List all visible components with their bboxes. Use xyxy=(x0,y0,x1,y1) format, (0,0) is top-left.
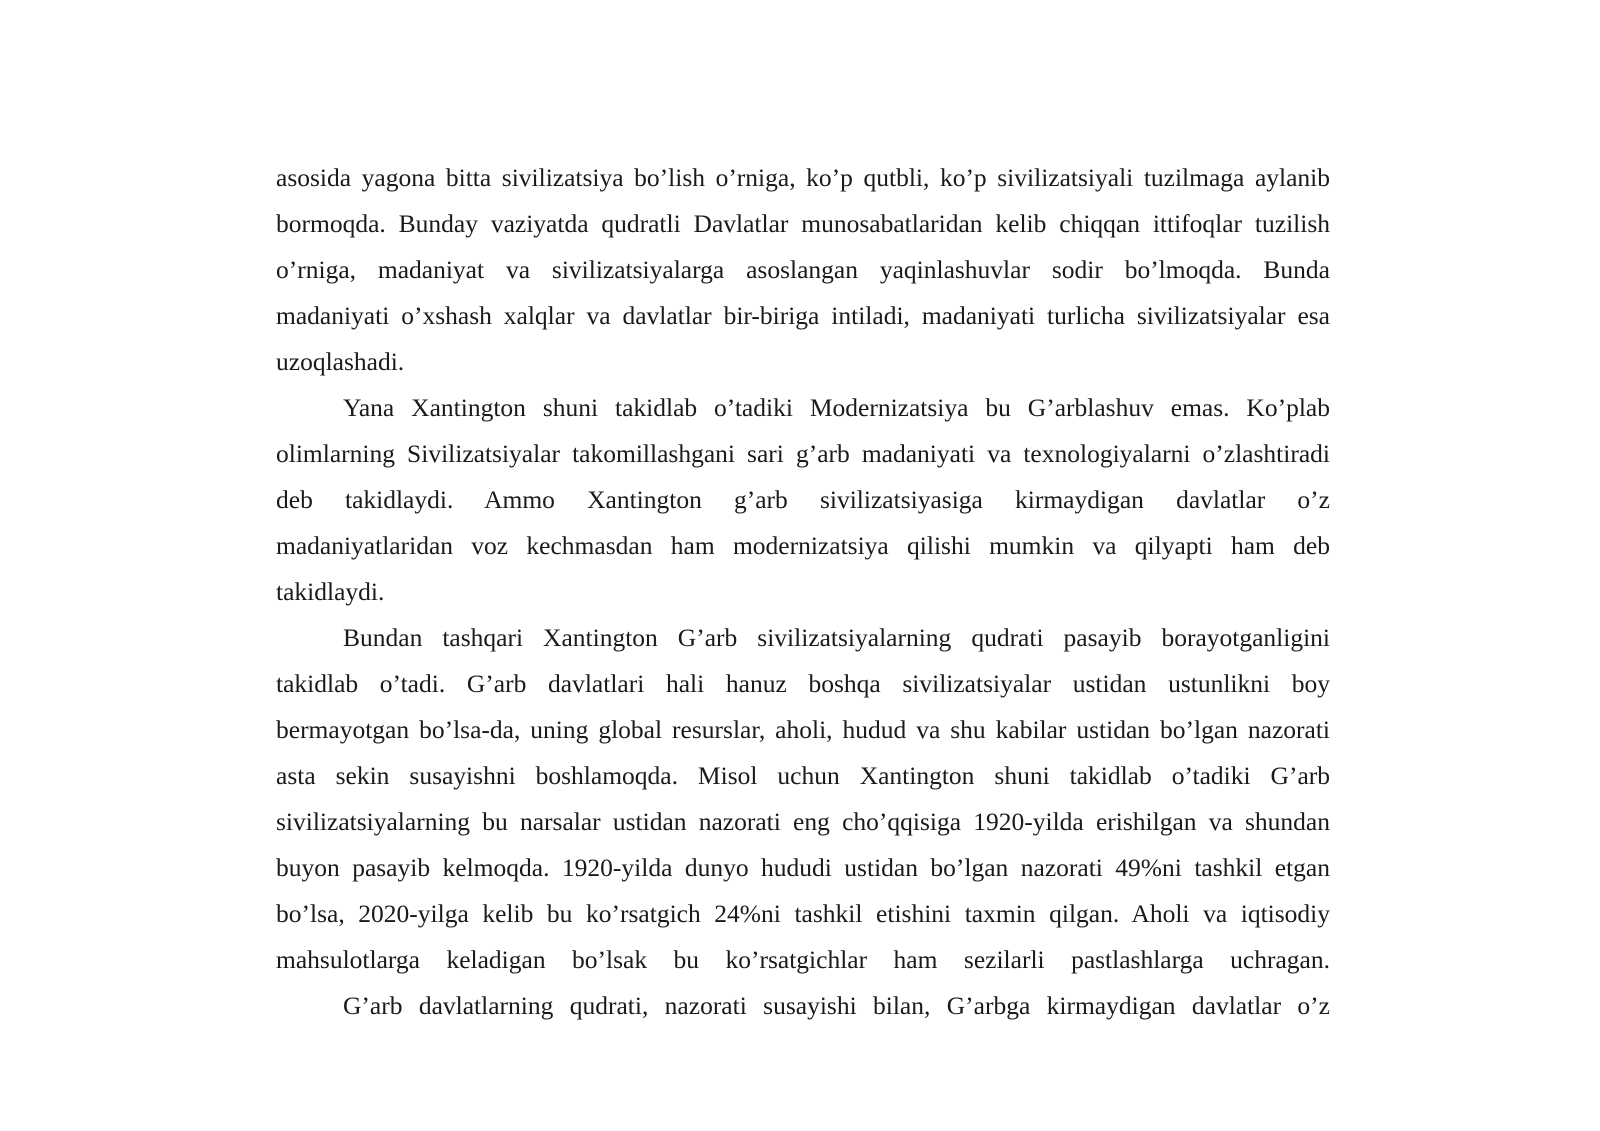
text-line: madaniyati o’xshash xalqlar va davlatlar bir-biriga intiladi, madaniyati turlicha sivilizatsiyalar esa xyxy=(276,301,1330,330)
text-line: uzoqlashadi. xyxy=(276,347,405,376)
text-line: sivilizatsiyalarning bu narsalar ustidan nazorati eng cho’qqisiga 1920-yilda erishilgan va shundan xyxy=(276,807,1330,836)
text-line: takidlaydi. xyxy=(276,577,385,606)
text-line: madaniyatlaridan voz kechmasdan ham modernizatsiya qilishi mumkin va qilyapti ham deb xyxy=(276,531,1330,560)
text-line: Yana Xantington shuni takidlab o’tadiki Modernizatsiya bu G’arblashuv emas. Ko’plab xyxy=(343,393,1330,422)
paragraph xyxy=(276,155,1330,385)
text-line: G’arb davlatlarning qudrati, nazorati susayishi bilan, G’arbga kirmaydigan davlatlar o’z xyxy=(343,991,1330,1020)
text-line: takidlab o’tadi. G’arb davlatlari hali hanuz boshqa sivilizatsiyalar ustidan ustunlikni boy xyxy=(276,669,1330,698)
document-text-body xyxy=(276,155,1330,1029)
text-line: deb takidlaydi. Ammo Xantington g’arb sivilizatsiyasiga kirmaydigan davlatlar o’z xyxy=(276,485,1330,514)
paragraph xyxy=(276,385,1330,615)
text-line: bo’lsa, 2020-yilga kelib bu ko’rsatgich 24%ni tashkil etishini taxmin qilgan. Aholi va iqtisodiy xyxy=(276,899,1330,928)
text-line: o’rniga, madaniyat va sivilizatsiyalarga asoslangan yaqinlashuvlar sodir bo’lmoqda. Bunda xyxy=(276,255,1330,284)
text-line: olimlarning Sivilizatsiyalar takomillashgani sari g’arb madaniyati va texnologiyalarni o’zlashtiradi xyxy=(276,439,1330,468)
text-line: mahsulotlarga keladigan bo’lsak bu ko’rsatgichlar ham sezilarli pastlashlarga uchragan. xyxy=(276,945,1330,974)
text-line: Bundan tashqari Xantington G’arb sivilizatsiyalarning qudrati pasayib borayotganligini xyxy=(343,623,1330,652)
paragraph xyxy=(276,615,1330,983)
text-line: asosida yagona bitta sivilizatsiya bo’lish o’rniga, ko’p qutbli, ko’p sivilizatsiyali tuzilmaga aylanib xyxy=(276,163,1330,192)
text-line: asta sekin susayishni boshlamoqda. Misol uchun Xantington shuni takidlab o’tadiki G’arb xyxy=(276,761,1330,790)
text-line: bormoqda. Bunday vaziyatda qudratli Davlatlar munosabatlaridan kelib chiqqan ittifoqlar tuzilish xyxy=(276,209,1330,238)
paragraph xyxy=(276,983,1330,1029)
text-line: buyon pasayib kelmoqda. 1920-yilda dunyo hududi ustidan bo’lgan nazorati 49%ni tashkil etgan xyxy=(276,853,1330,882)
text-line: bermayotgan bo’lsa-da, uning global resurslar, aholi, hudud va shu kabilar ustidan bo’lgan nazorati xyxy=(276,715,1330,744)
